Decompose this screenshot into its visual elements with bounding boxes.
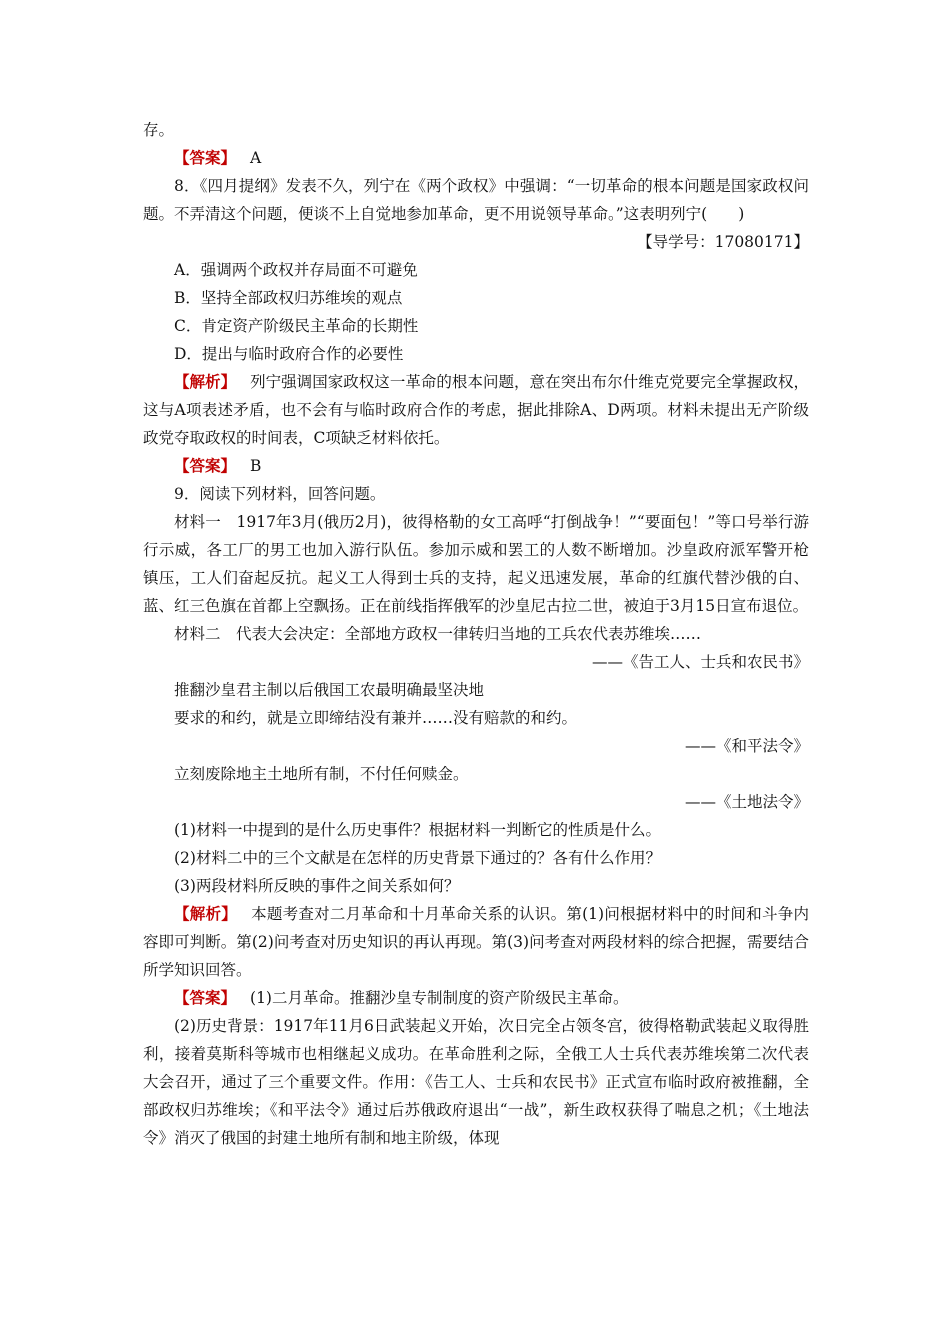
answer-7 [143, 144, 809, 172]
answer-9-part-2: (2)历史背景：1917年11月6日武装起义开始，次日完全占领冬宫，彼得格勒武装起义取得胜利，接着莫斯科等城市也相继起义成功。在革命胜利之际，全俄工人士兵代表苏维埃第二次代表大会召开，通过了三个重要文件。作用：《告工人、士兵和农民书》正式宣布临时政府被推翻，全部政权归苏维埃；《和平法令》通过后苏俄政府退出“一战”，新生政权获得了喘息之机；《土地法令》消灭了俄国的封建土地所有制和地主阶级，体现 [143, 1017, 809, 1147]
option-d: D．提出与临时政府合作的必要性 [174, 345, 404, 363]
source-citation: ——《土地法令》 [684, 793, 809, 811]
explanation-text: 列宁强调国家政权这一革命的根本问题，意在突出布尔什维克党要完全掌握政权，这与A项表述矛盾，也不会有与临时政府合作的考虑，据此排除A、D两项。材料未提出无产阶级政党夺取政权的时间表，C项缺乏材料依托。 [143, 373, 809, 447]
option-c: C．肯定资产阶级民主革命的长期性 [174, 317, 419, 335]
explanation-tag: 【解析】 [174, 904, 238, 923]
material-two: 材料二 代表大会决定：全部地方政权一律转归当地的工兵农代表苏维埃…… [174, 625, 702, 643]
quote-line: 立刻废除地主土地所有制，不付任何赎金。 [174, 765, 469, 783]
source-citation: ——《告工人、士兵和农民书》 [591, 653, 809, 671]
answer-tag: 【答案】 [174, 148, 237, 167]
sub-question-1: (1)材料一中提到的是什么历史事件？根据材料一判断它的性质是什么。 [174, 821, 661, 839]
answer-tag: 【答案】 [174, 456, 237, 475]
source-citation: ——《和平法令》 [684, 737, 809, 755]
answer-value: B [250, 457, 262, 475]
material-one: 材料一 1917年3月(俄历2月)，彼得格勒的女工高呼“打倒战争！”“要面包！”等口号举行游行示威，各工厂的男工也加入游行队伍。参加示威和罢工的人数不断增加。沙皇政府派军警开枪镇压，工人们奋起反抗。起义工人得到士兵的支持，起义迅速发展，革命的红旗代替沙俄的白、蓝、红三色旗在首都上空飘扬。正在前线指挥俄军的沙皇尼古拉二世，被迫于3月15日宣布退位。 [143, 513, 809, 615]
question-9: 9．阅读下列材料，回答问题。 [174, 485, 386, 503]
guide-number: 【导学号：17080171】 [637, 233, 809, 251]
explanation-9 [143, 900, 809, 984]
explanation-text: 本题考查对二月革命和十月革命关系的认识。第(1)问根据材料中的时间和斗争内容即可判断。第(2)问考查对历史知识的再认再现。第(3)问考查对两段材料的综合把握，需要结合所学知识回答。 [143, 905, 809, 979]
option-a: A．强调两个政权并存局面不可避免 [174, 261, 418, 279]
sub-question-2: (2)材料二中的三个文献是在怎样的历史背景下通过的？各有什么作用？ [174, 849, 661, 867]
explanation-tag: 【解析】 [174, 372, 237, 391]
document-page [143, 116, 809, 1152]
answer-value: (1)二月革命。推翻沙皇专制制度的资产阶级民主革命。 [250, 989, 629, 1007]
answer-8 [143, 452, 809, 480]
explanation-8 [143, 368, 809, 452]
option-b: B．坚持全部政权归苏维埃的观点 [174, 289, 403, 307]
sub-question-3: (3)两段材料所反映的事件之间关系如何？ [174, 877, 460, 895]
answer-tag: 【答案】 [174, 988, 237, 1007]
quote-line: 推翻沙皇君主制以后俄国工农最明确最坚决地 [174, 681, 485, 699]
answer-9 [143, 984, 809, 1012]
answer-value: A [250, 149, 262, 167]
question-8: 8．《四月提纲》发表不久，列宁在《两个政权》中强调：“一切革命的根本问题是国家政权问题。不弄清这个问题，便谈不上自觉地参加革命，更不用说领导革命。”这表明列宁( ) [143, 177, 809, 223]
text-line: 存。 [143, 121, 175, 139]
quote-line: 要求的和约，就是立即缔结没有兼并……没有赔款的和约。 [174, 709, 578, 727]
